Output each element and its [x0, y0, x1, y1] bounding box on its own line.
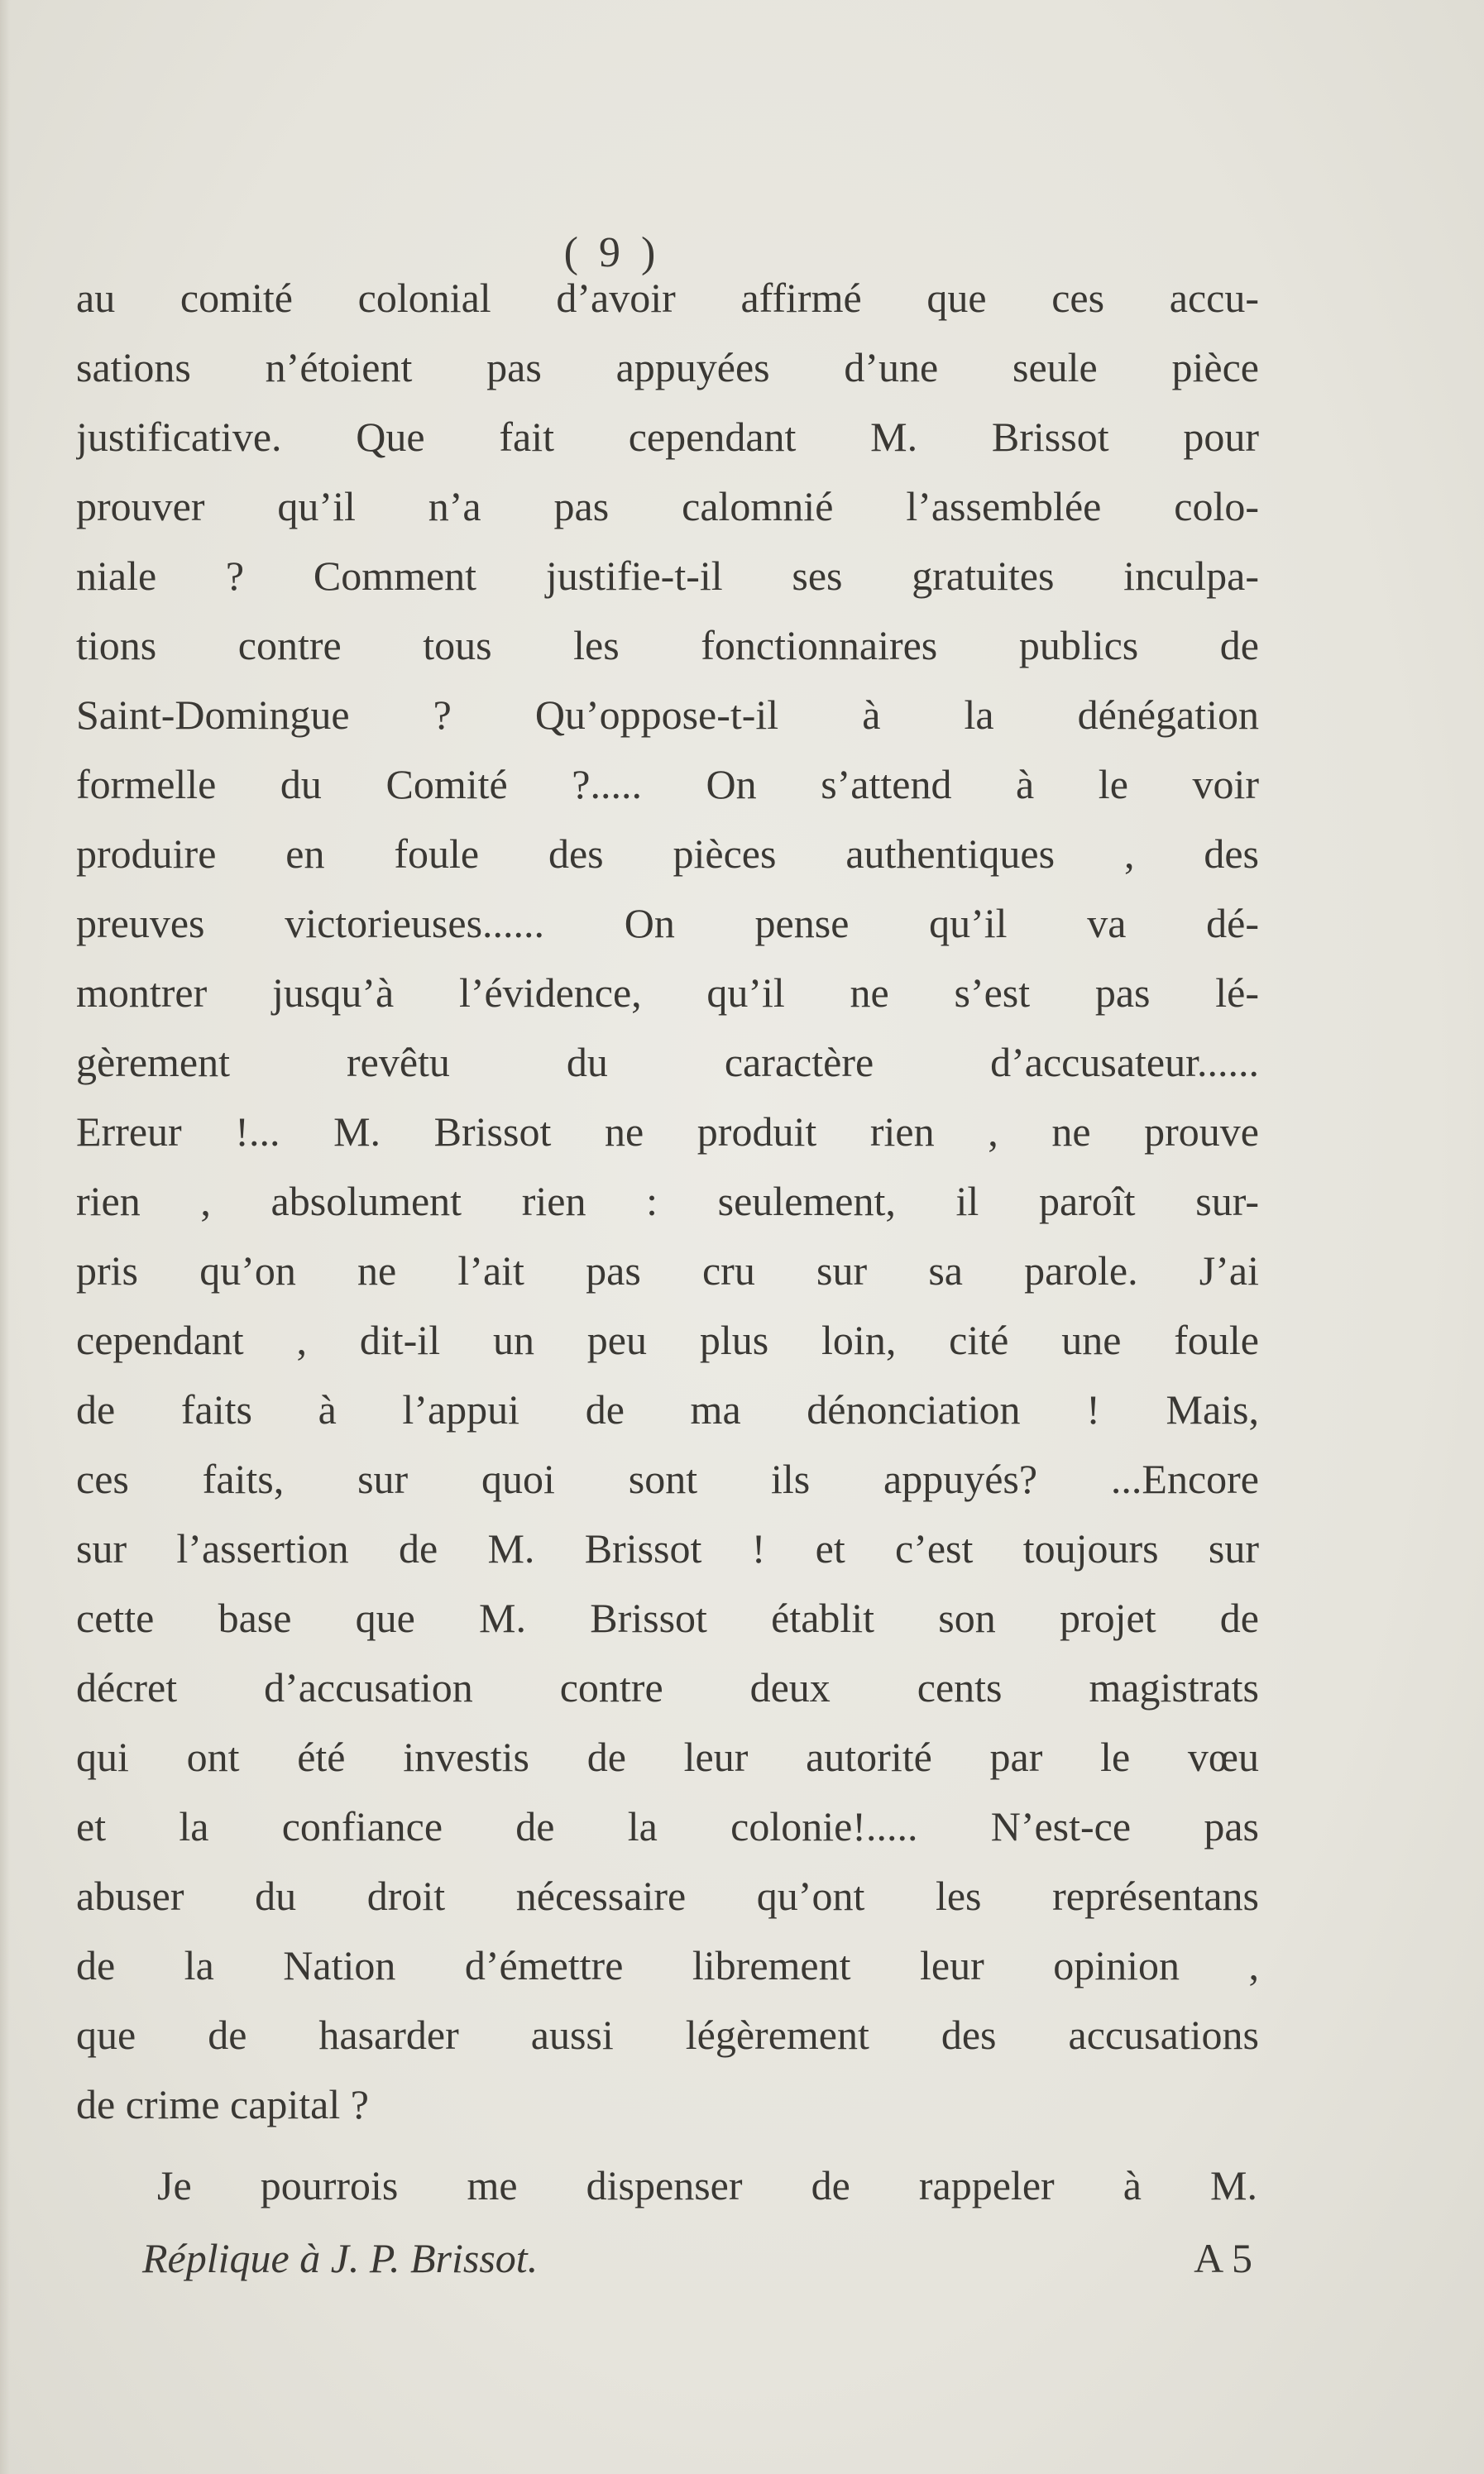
page-number: ( 9 )	[563, 229, 661, 276]
text-line-content: niale ? Comment justifie-t-il ses gratuites inculpa-	[76, 553, 1259, 599]
text-line	[76, 1514, 1259, 1583]
text-line	[76, 610, 1259, 680]
text-line	[76, 1444, 1259, 1514]
text-line	[76, 1097, 1259, 1166]
text-line	[76, 541, 1259, 610]
text-line	[76, 1931, 1259, 2000]
text-line	[76, 1792, 1259, 1861]
text-line-content: rien , absolument rien : seulement, il paroît sur-	[76, 1178, 1259, 1224]
text-line	[76, 958, 1259, 1027]
text-line	[76, 263, 1259, 333]
text-line	[76, 749, 1259, 819]
text-line	[76, 471, 1259, 541]
text-line	[76, 1583, 1259, 1653]
text-line-content: produire en foule des pièces authentiques , des	[76, 830, 1259, 877]
text-line-content: Erreur !... M. Brissot ne produit rien , ne prouve	[76, 1108, 1259, 1155]
footer-title: Réplique à J. P. Brissot.	[142, 2235, 539, 2281]
text-line	[76, 2070, 1259, 2139]
text-line-content: justificative. Que fait cependant M. Brissot pour	[76, 414, 1259, 460]
text-line	[76, 1861, 1259, 1931]
page-footer	[142, 2225, 1259, 2291]
text-line-content: de la Nation d’émettre librement leur opinion ,	[76, 1942, 1259, 1988]
text-line	[76, 1166, 1259, 1236]
text-line	[76, 1305, 1259, 1375]
text-line	[76, 1027, 1259, 1097]
text-line-content: Je pourrois me dispenser de rappeler à M.	[157, 2162, 1257, 2208]
page-edge-shadow	[0, 0, 10, 2474]
text-line-indented	[157, 2151, 1257, 2220]
signature-mark: A 5	[1194, 2235, 1252, 2281]
text-line-content: et la confiance de la colonie!..... N’est-ce pas	[76, 1803, 1259, 1850]
text-line-content: abuser du droit nécessaire qu’ont les représentans	[76, 1873, 1259, 1919]
text-line	[76, 680, 1259, 749]
text-line-content: cette base que M. Brissot établit son projet de	[76, 1595, 1259, 1641]
text-line-content: montrer jusqu’à l’évidence, qu’il ne s’est pas lé-	[76, 969, 1259, 1016]
text-line-content: qui ont été investis de leur autorité par le vœu	[76, 1734, 1259, 1780]
text-line-content: tions contre tous les fonctionnaires publics de	[76, 622, 1259, 668]
text-line-content: sations n’étoient pas appuyées d’une seule pièce	[76, 344, 1259, 390]
text-line-content: pris qu’on ne l’ait pas cru sur sa parole. J’ai	[76, 1247, 1259, 1294]
text-line-content: ces faits, sur quoi sont ils appuyés? ...Encore	[76, 1456, 1259, 1502]
text-line-content: gèrement revêtu du caractère d’accusateur......	[76, 1039, 1259, 1085]
text-line	[76, 1375, 1259, 1444]
text-line-content: au comité colonial d’avoir affirmé que ces accu-	[76, 275, 1259, 321]
text-line-content: preuves victorieuses...... On pense qu’il va dé-	[76, 900, 1259, 946]
text-line	[76, 888, 1259, 958]
text-line	[76, 2000, 1259, 2070]
text-line-content: prouver qu’il n’a pas calomnié l’assemblée colo-	[76, 483, 1259, 529]
text-line-content: de faits à l’appui de ma dénonciation ! Mais,	[76, 1386, 1259, 1433]
text-line	[76, 1236, 1259, 1305]
text-line	[76, 333, 1259, 402]
text-line-content: sur l’assertion de M. Brissot ! et c’est toujours sur	[76, 1525, 1259, 1572]
text-line-content: cependant , dit-il un peu plus loin, cité une foule	[76, 1317, 1259, 1363]
text-line-content: Saint-Domingue ? Qu’oppose-t-il à la dénégation	[76, 691, 1259, 738]
text-line	[76, 1722, 1259, 1792]
text-line-content: formelle du Comité ?..... On s’attend à le voir	[76, 761, 1259, 807]
text-line	[76, 402, 1259, 471]
text-line-content: décret d’accusation contre deux cents magistrats	[76, 1664, 1259, 1711]
text-line-content: de crime capital ?	[76, 2081, 369, 2127]
text-line-content: que de hasarder aussi légèrement des accusations	[76, 2012, 1259, 2058]
text-line	[76, 819, 1259, 888]
text-line	[76, 1653, 1259, 1722]
